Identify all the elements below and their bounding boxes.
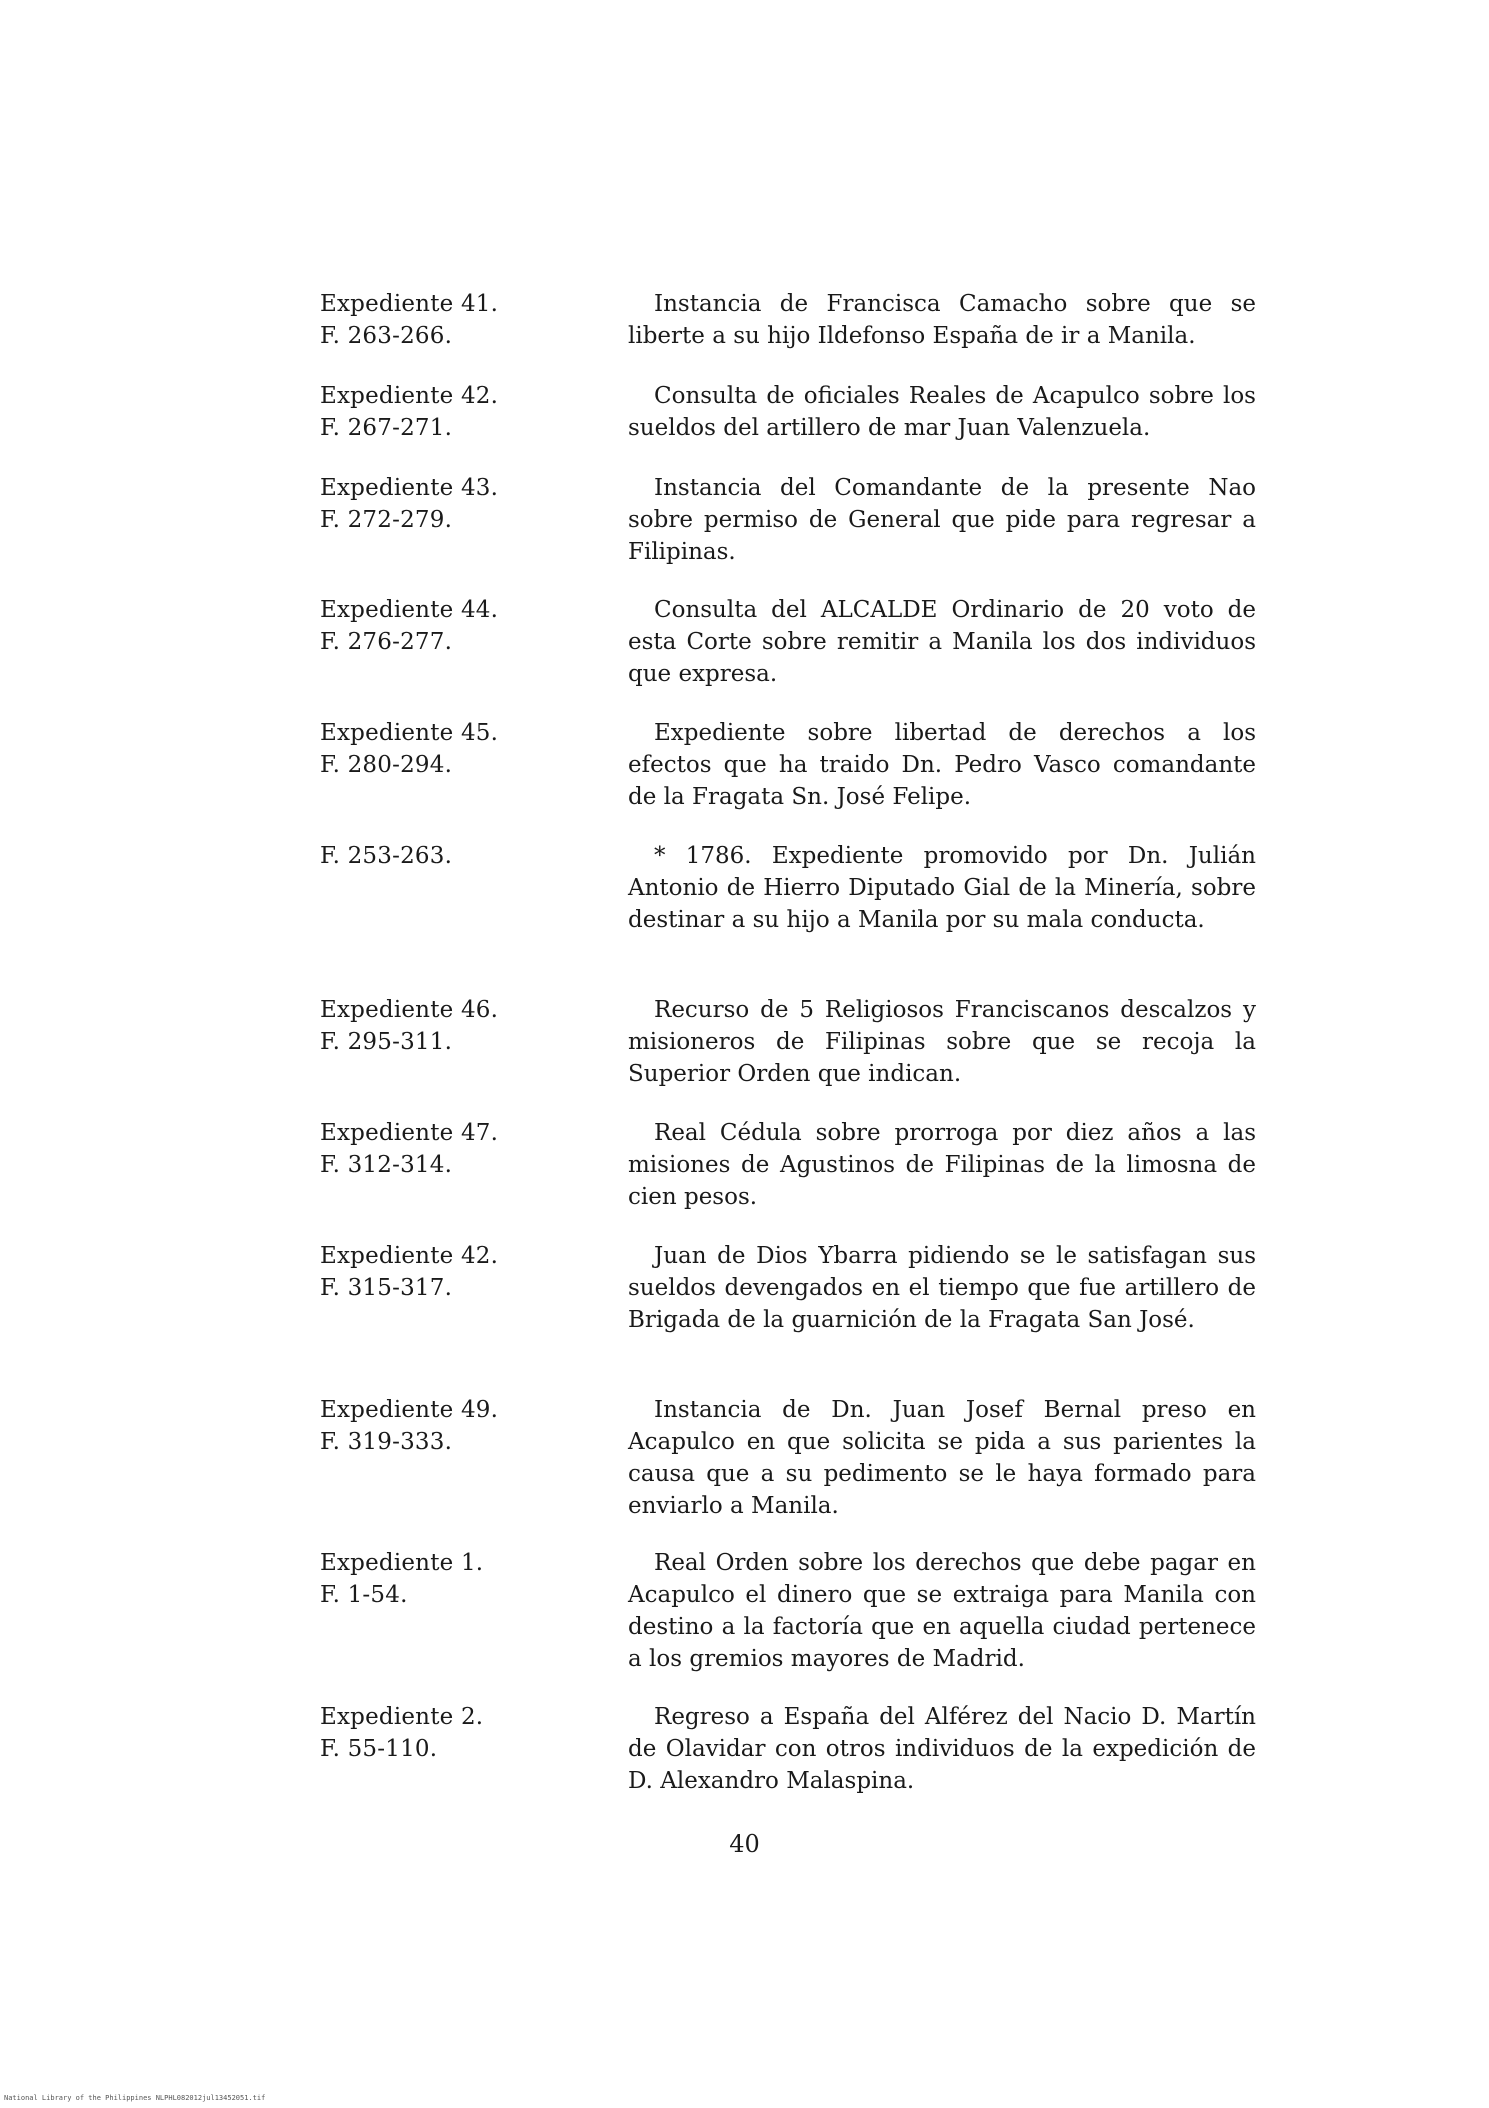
entry-reference <box>320 1547 580 1611</box>
expediente-label: Expediente 47. <box>320 1120 499 1146</box>
entry-description: Instancia del Comandante de la presente Nao sobre permiso de General que pide para regresar a Filipinas. <box>628 475 1256 565</box>
expediente-label: Expediente 2. <box>320 1704 484 1730</box>
entry-reference <box>320 472 580 536</box>
folio-range: F. 319-333. <box>320 1429 453 1455</box>
expediente-label: Expediente 45. <box>320 720 499 746</box>
entry-description: Regreso a España del Alférez del Nacio D. Martín de Olavidar con otros individuos de la expedición de D. Alexandro Malaspina. <box>628 1704 1256 1794</box>
folio-range: F. 315-317. <box>320 1275 453 1301</box>
entry-reference <box>320 1701 580 1765</box>
expediente-label: Expediente 46. <box>320 997 499 1023</box>
folio-range: F. 276-277. <box>320 629 453 655</box>
entry-description: Juan de Dios Ybarra pidiendo se le satisfagan sus sueldos devengados en el tiempo que fue artillero de Brigada de la guarnición de la Fragata San José. <box>628 1243 1256 1333</box>
entry-reference <box>320 1394 580 1458</box>
scan-footer: National Library of the Philippines NLPHL082012jul13452051.tif <box>4 2094 266 2102</box>
entry-description: Real Orden sobre los derechos que debe pagar en Acapulco el dinero que se extraiga para Manila con destino a la factoría que en aquella ciudad pertenece a los gremios mayores de Madrid. <box>628 1550 1256 1672</box>
entry-description: Expediente sobre libertad de derechos a los efectos que ha traido Dn. Pedro Vasco comandante de la Fragata Sn. José Felipe. <box>628 720 1256 810</box>
folio-range: F. 267-271. <box>320 415 453 441</box>
expediente-label: Expediente 43. <box>320 475 499 501</box>
expediente-label: Expediente 42. <box>320 1243 499 1269</box>
entry-description: Consulta de oficiales Reales de Acapulco sobre los sueldos del artillero de mar Juan Valenzuela. <box>628 383 1256 441</box>
folio-range: F. 55-110. <box>320 1736 438 1762</box>
page-number: 40 <box>729 1830 760 1858</box>
entry-reference <box>320 288 580 352</box>
entry-reference <box>320 1240 580 1304</box>
expediente-label: Expediente 41. <box>320 291 499 317</box>
expediente-label: Expediente 1. <box>320 1550 484 1576</box>
expediente-label: Expediente 49. <box>320 1397 499 1423</box>
entry-reference <box>320 840 580 872</box>
entry-reference <box>320 1117 580 1181</box>
entry-reference <box>320 994 580 1058</box>
entry-reference <box>320 717 580 781</box>
folio-range: F. 253-263. <box>320 843 453 869</box>
entry-description: * 1786. Expediente promovido por Dn. Julián Antonio de Hierro Diputado Gial de la Minería, sobre destinar a su hijo a Manila por su mala conducta. <box>628 843 1256 933</box>
folio-range: F. 295-311. <box>320 1029 453 1055</box>
folio-range: F. 263-266. <box>320 323 453 349</box>
expediente-label: Expediente 44. <box>320 597 499 623</box>
entry-description: Consulta del ALCALDE Ordinario de 20 voto de esta Corte sobre remitir a Manila los dos individuos que expresa. <box>628 597 1256 687</box>
folio-range: F. 1-54. <box>320 1582 408 1608</box>
entry-description: Instancia de Dn. Juan Josef Bernal preso en Acapulco en que solicita se pida a sus parientes la causa que a su pedimento se le haya formado para enviarlo a Manila. <box>628 1397 1256 1519</box>
expediente-label: Expediente 42. <box>320 383 499 409</box>
entry-description: Real Cédula sobre prorroga por diez años a las misiones de Agustinos de Filipinas de la limosna de cien pesos. <box>628 1120 1256 1210</box>
entry-description: Instancia de Francisca Camacho sobre que se liberte a su hijo Ildefonso España de ir a Manila. <box>628 291 1256 349</box>
entry-reference <box>320 380 580 444</box>
folio-range: F. 280-294. <box>320 752 453 778</box>
entry-reference <box>320 594 580 658</box>
folio-range: F. 312-314. <box>320 1152 453 1178</box>
folio-range: F. 272-279. <box>320 507 453 533</box>
entry-description: Recurso de 5 Religiosos Franciscanos descalzos y misioneros de Filipinas sobre que se recoja la Superior Orden que indican. <box>628 997 1256 1087</box>
